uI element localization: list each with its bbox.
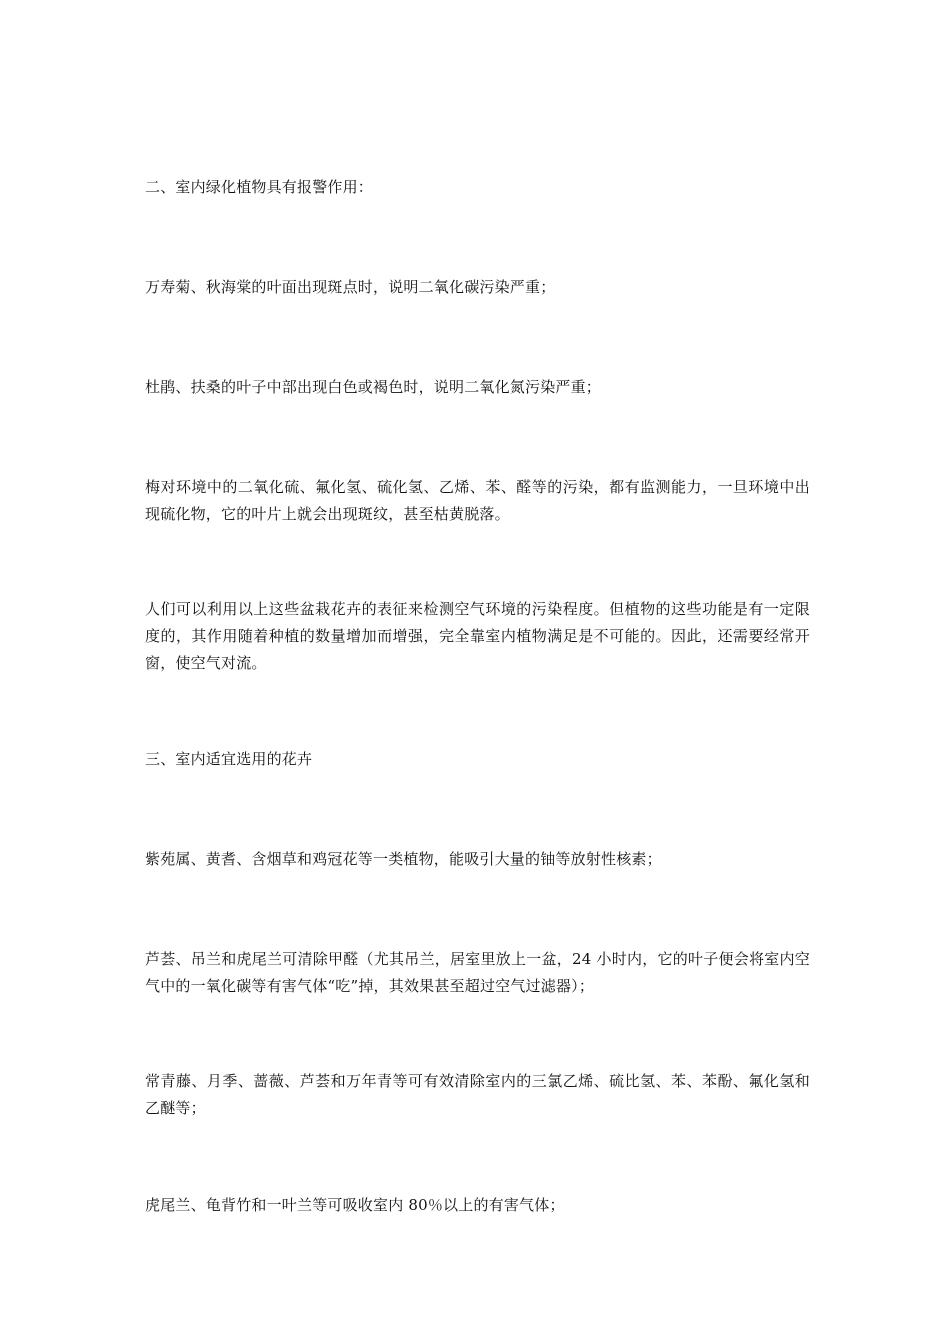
section-heading-3: 三、室内适宜选用的花卉 bbox=[145, 750, 313, 768]
paragraph-aloe: 芦荟、吊兰和虎尾兰可清除甲醛（尤其吊兰，居室里放上一盆，24 小时内，它的叶子便会将室内空气中的一氧化碳等有害气体“吃”掉，其效果甚至超过空气过滤器）； bbox=[145, 950, 810, 995]
paragraph-azalea: 杜鹃、扶桑的叶子中部出现白色或褐色时，说明二氧化氮污染严重； bbox=[145, 378, 602, 396]
paragraph-marigold: 万寿菊、秋海棠的叶面出现斑点时，说明二氧化碳污染严重； bbox=[145, 278, 556, 296]
paragraph-plum: 梅对环境中的二氧化硫、氟化氢、硫化氢、乙烯、苯、醛等的污染，都有监测能力，一旦环境中出现硫化物，它的叶片上就会出现斑纹，甚至枯黄脱落。 bbox=[145, 478, 810, 523]
paragraph-usage-note: 人们可以利用以上这些盆栽花卉的表征来检测空气环境的污染程度。但植物的这些功能是有一定限度的，其作用随着种植的数量增加而增强，完全靠室内植物满足是不可能的。因此，还需要经常开窗，使空气对流。 bbox=[145, 600, 810, 672]
paragraph-ivy: 常青藤、月季、蔷薇、芦荟和万年青等可有效清除室内的三氯乙烯、硫比氢、苯、苯酚、氟化氢和乙醚等； bbox=[145, 1072, 810, 1117]
paragraph-snake-plant: 虎尾兰、龟背竹和一叶兰等可吸收室内 80％以上的有害气体； bbox=[145, 1196, 565, 1214]
paragraph-aster: 紫苑属、黄耆、含烟草和鸡冠花等一类植物，能吸引大量的铀等放射性核素； bbox=[145, 850, 662, 868]
section-heading-2: 二、室内绿化植物具有报警作用： bbox=[145, 178, 374, 196]
